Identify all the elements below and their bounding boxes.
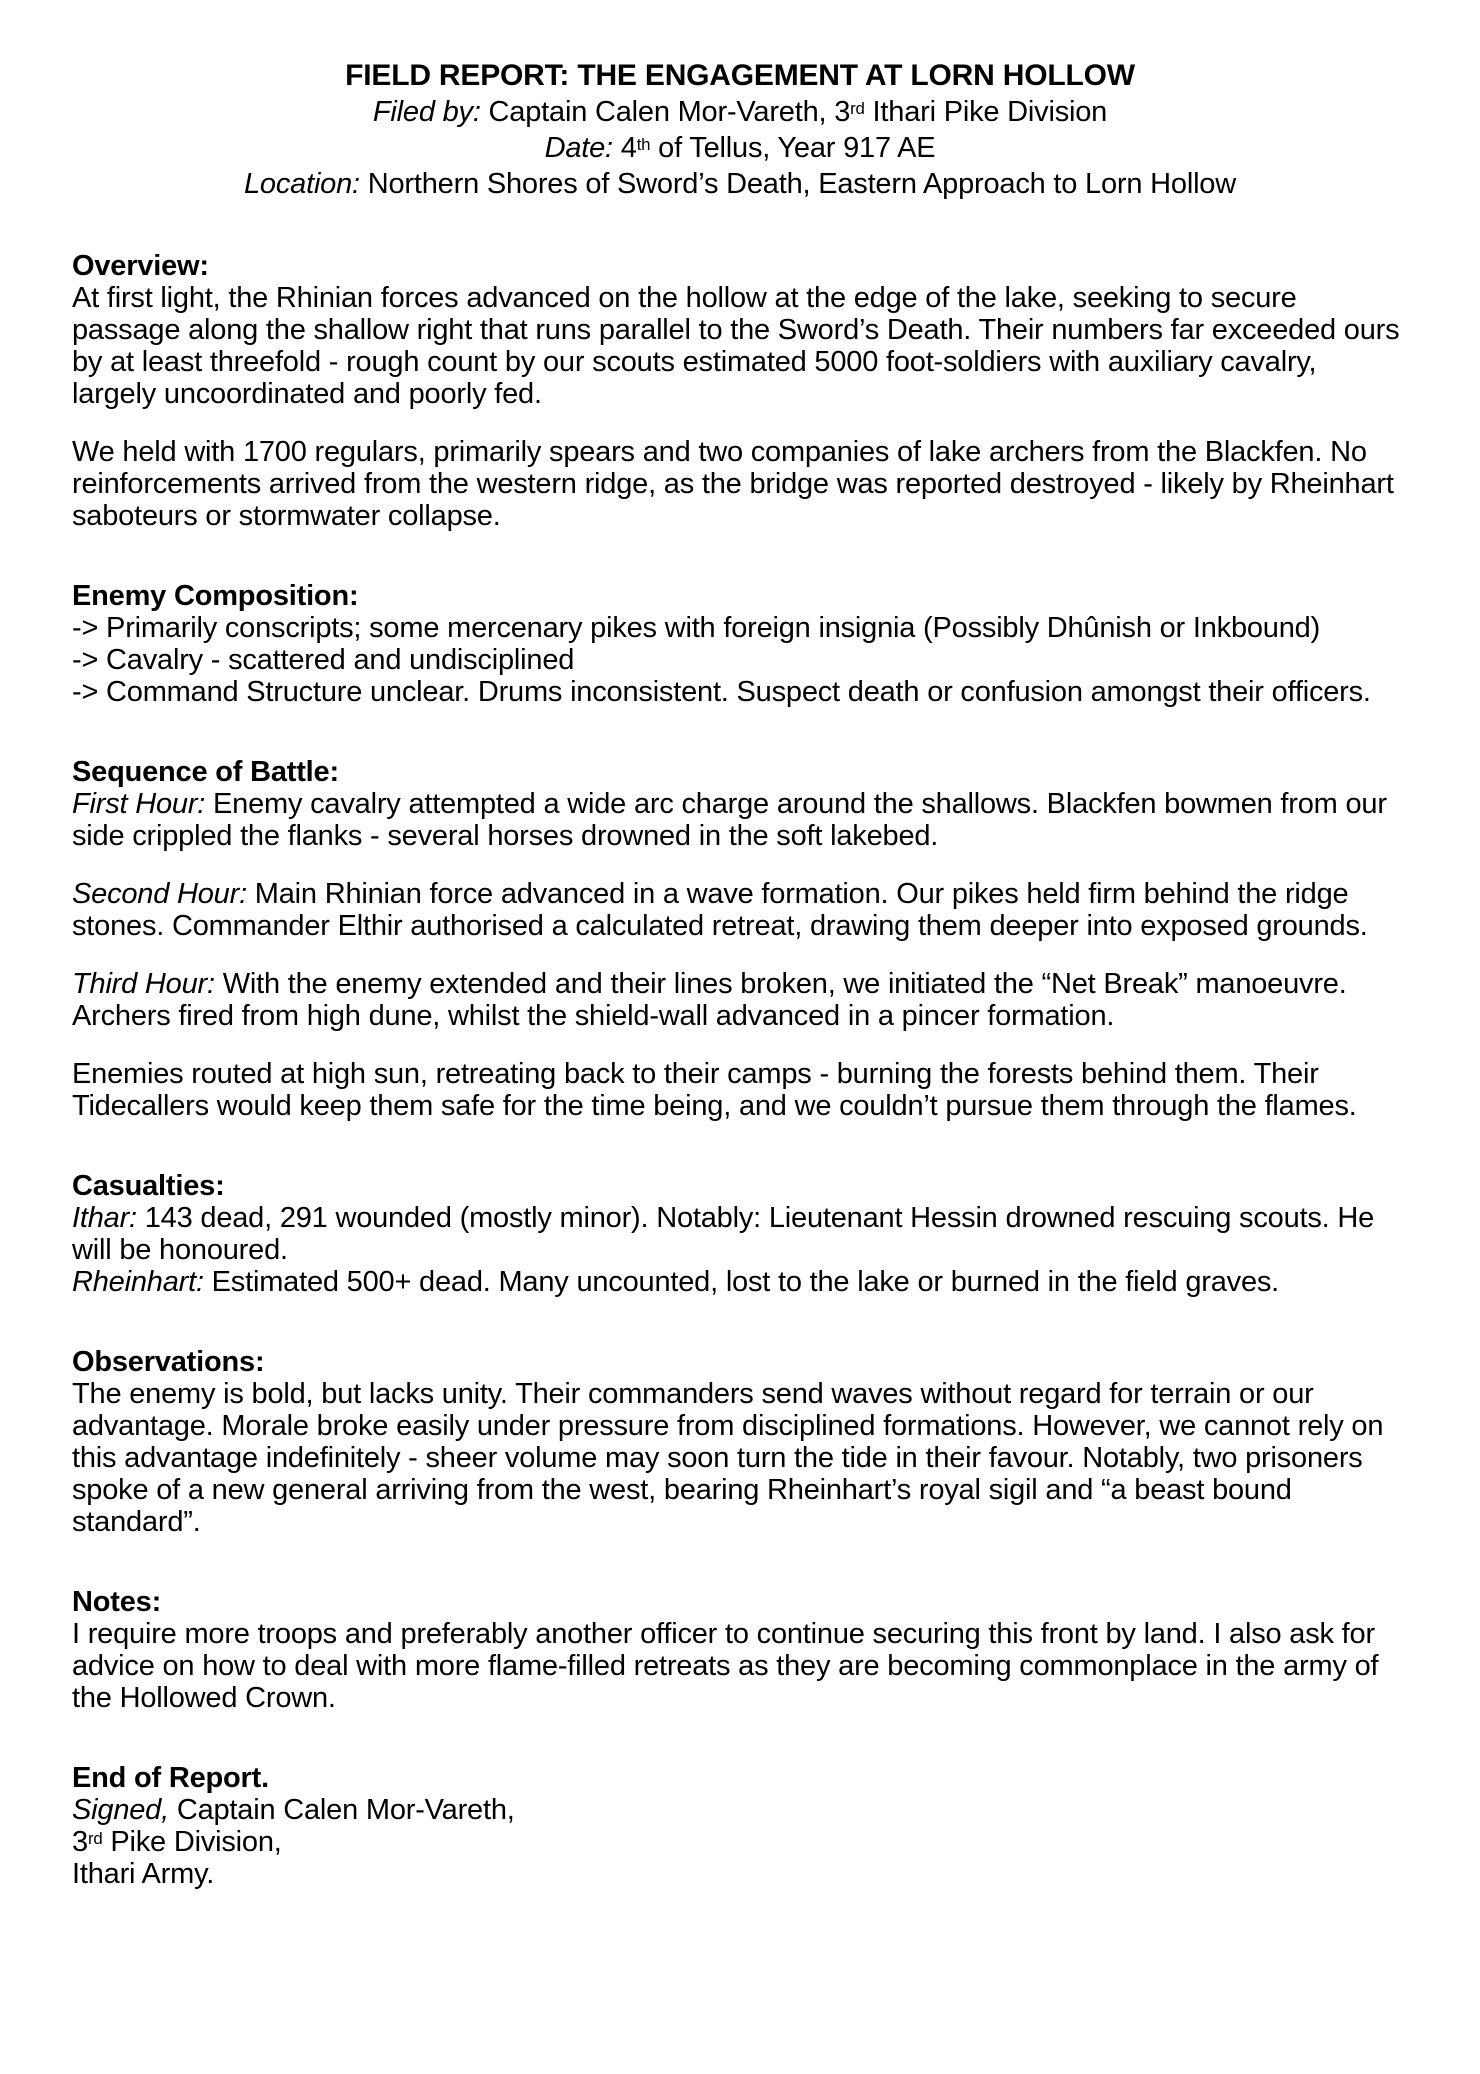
third-hour-label: Third Hour:: [72, 968, 215, 1000]
signed-name: Captain Calen Mor-Vareth,: [168, 1794, 515, 1826]
location-label: Location:: [244, 168, 360, 200]
second-hour-paragraph: [72, 878, 1408, 942]
observations-heading: Observations:: [72, 1346, 265, 1378]
report-header: [72, 58, 1408, 202]
report-title: FIELD REPORT: THE ENGAGEMENT AT LORN HOLLOW: [345, 59, 1135, 92]
location-line: [72, 166, 1408, 202]
notes-paragraph: I require more troops and preferably another officer to continue securing this front by land. I also ask for advice on how to deal with more flame-filled retreats as they are becoming commonplace in the army of the Hollowed Crown.: [72, 1618, 1379, 1714]
section-end-of-report: [72, 1762, 1408, 1890]
second-hour-text: Main Rhinian force advanced in a wave formation. Our pikes held firm behind the ridge stones. Commander Elthir authorised a calculated retreat, drawing them deeper into exposed grounds.: [72, 878, 1368, 942]
date-label: Date:: [544, 132, 613, 164]
sequence-of-battle-heading: Sequence of Battle:: [72, 756, 339, 788]
second-hour-label: Second Hour:: [72, 878, 247, 910]
enemy-composition-item-1: -> Primarily conscripts; some mercenary pikes with foreign insignia (Possibly Dhûnish or Inkbound): [72, 612, 1321, 644]
filed-by-ordinal-suffix: rd: [850, 98, 865, 118]
army-line: Ithari Army.: [72, 1858, 215, 1890]
enemy-composition-item-3: -> Command Structure unclear. Drums inconsistent. Suspect death or confusion amongst their officers.: [72, 676, 1371, 708]
date-line: [72, 130, 1408, 166]
first-hour-text: Enemy cavalry attempted a wide arc charge around the shallows. Blackfen bowmen from our side crippled the flanks - several horses drowned in the soft lakebed.: [72, 788, 1387, 852]
third-hour-paragraph: [72, 968, 1408, 1032]
third-hour-text: With the enemy extended and their lines broken, we initiated the “Net Break” manoeuvre. Archers fired from high dune, whilst the shield-wall advanced in a pincer formation.: [72, 968, 1347, 1032]
casualties-ithar-text: 143 dead, 291 wounded (mostly minor). Notably: Lieutenant Hessin drowned rescuing scouts. He will be honoured.: [72, 1202, 1375, 1266]
date-value-rest: of Tellus, Year 917 AE: [650, 132, 936, 164]
overview-heading: Overview:: [72, 250, 209, 282]
end-of-report-heading: End of Report.: [72, 1762, 269, 1794]
division-number: 3: [72, 1826, 88, 1858]
first-hour-label: First Hour:: [72, 788, 206, 820]
section-observations: [72, 1346, 1408, 1538]
casualties-heading: Casualties:: [72, 1170, 225, 1202]
division-ordinal-suffix: rd: [87, 1828, 103, 1848]
filed-by-label: Filed by:: [372, 96, 481, 128]
date-value: 4: [612, 132, 637, 164]
casualties-ithar-label: Ithar:: [72, 1202, 137, 1234]
section-notes: [72, 1586, 1408, 1714]
division-name: Pike Division,: [102, 1826, 282, 1858]
location-value: Northern Shores of Sword’s Death, Eastern Approach to Lorn Hollow: [359, 168, 1236, 200]
filed-by-value: Captain Calen Mor-Vareth, 3: [480, 96, 851, 128]
observations-paragraph: The enemy is bold, but lacks unity. Their commanders send waves without regard for terrain or our advantage. Morale broke easily under pressure from disciplined formations. However, we cannot rely on this advantage indefinitely - sheer volume may soon turn the tide in their favour. Notably, two prisoners spoke of a new general arriving from the west, bearing Rheinhart’s royal sigil and “a beast bound standard”.: [72, 1378, 1384, 1538]
casualties-rheinhart-text: Estimated 500+ dead. Many uncounted, lost to the lake or burned in the field graves.: [203, 1266, 1280, 1298]
section-enemy-composition: [72, 580, 1408, 708]
section-casualties: [72, 1170, 1408, 1298]
enemy-composition-heading: Enemy Composition:: [72, 580, 359, 612]
section-overview: [72, 250, 1408, 532]
casualties-rheinhart: [72, 1266, 1408, 1298]
overview-paragraph-2: We held with 1700 regulars, primarily spears and two companies of lake archers from the Blackfen. No reinforcements arrived from the western ridge, as the bridge was reported destroyed - likely by Rheinhart saboteurs or stormwater collapse.: [72, 436, 1394, 532]
enemy-composition-item-2: -> Cavalry - scattered and undisciplined: [72, 644, 575, 676]
casualties-ithar: [72, 1202, 1408, 1266]
date-ordinal-suffix: th: [636, 134, 651, 154]
filed-by-line: [72, 94, 1408, 130]
division-line: [72, 1826, 1408, 1858]
aftermath-paragraph: Enemies routed at high sun, retreating back to their camps - burning the forests behind them. Their Tidecallers would keep them safe for the time being, and we couldn’t pursue them through the flames.: [72, 1058, 1357, 1122]
section-sequence-of-battle: [72, 756, 1408, 1122]
signed-label: Signed,: [72, 1794, 169, 1826]
first-hour-paragraph: [72, 788, 1408, 852]
notes-heading: Notes:: [72, 1586, 162, 1618]
signature-line: [72, 1794, 1408, 1826]
overview-paragraph-1: At first light, the Rhinian forces advanced on the hollow at the edge of the lake, seeking to secure passage along the shallow right that runs parallel to the Sword’s Death. Their numbers far exceeded ours by at least threefold - rough count by our scouts estimated 5000 foot-soldiers with auxiliary cavalry, largely uncoordinated and poorly fed.: [72, 282, 1400, 410]
casualties-rheinhart-label: Rheinhart:: [72, 1266, 204, 1298]
filed-by-value-rest: Ithari Pike Division: [864, 96, 1108, 128]
